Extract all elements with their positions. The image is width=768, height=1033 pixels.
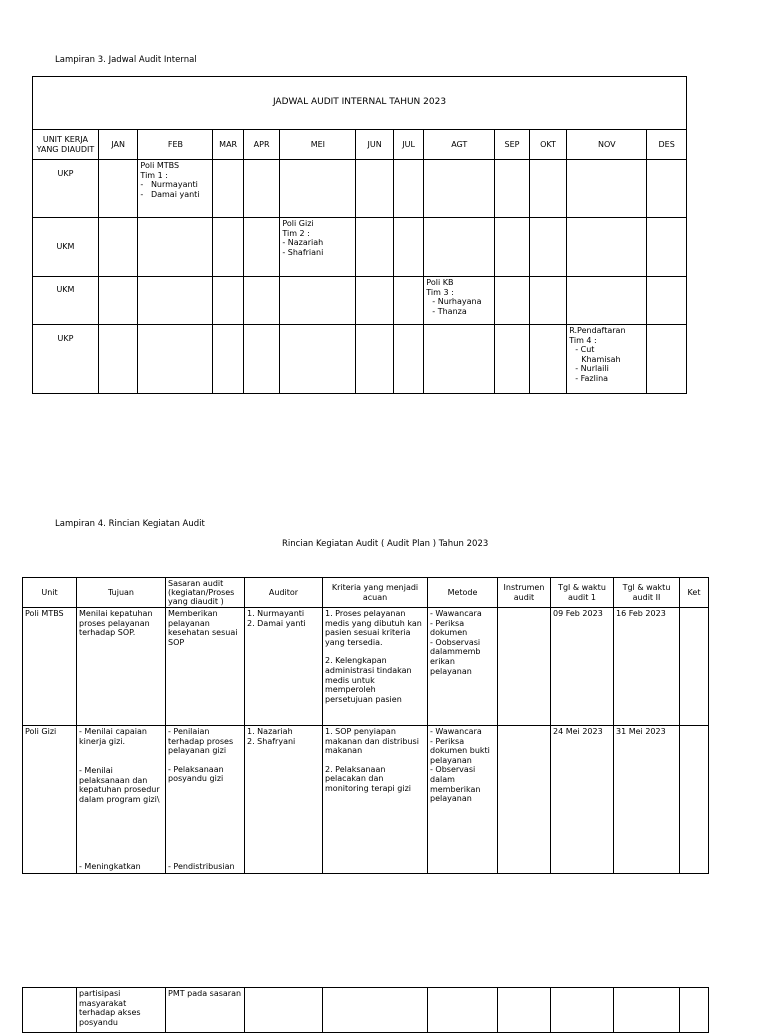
header-auditor: Auditor bbox=[245, 578, 323, 608]
metode-item: - Wawancara bbox=[430, 727, 482, 736]
header-tujuan: Tujuan bbox=[77, 578, 166, 608]
table-row bbox=[23, 988, 709, 1033]
header-kriteria: Kriteria yang menjadi acuan bbox=[323, 578, 428, 608]
auditor-name: 2. Shafryani bbox=[247, 736, 296, 746]
sasaran-cell: Memberikan pelayanan kesehatan sesuai SOP bbox=[166, 608, 245, 726]
team-member: - Cut bbox=[575, 345, 595, 355]
auditor-name: 1. Nazariah bbox=[247, 727, 293, 736]
header-mar: MAR bbox=[213, 130, 243, 160]
header-mei: MEI bbox=[280, 130, 356, 160]
tujuan-item: - Menilai capaian kinerja gizi. bbox=[79, 727, 147, 746]
tgl2-cell: 16 Feb 2023 bbox=[614, 608, 680, 726]
header-unit: Unit bbox=[23, 578, 77, 608]
unit-cell: UKM bbox=[33, 277, 99, 325]
team-label: Tim 2 : bbox=[282, 228, 310, 238]
poli-name: Poli MTBS bbox=[140, 161, 180, 170]
auditor-name: 2. Damai yanti bbox=[247, 618, 306, 628]
kriteria-item: 1. SOP penyiapan makanan dan distribusi makanan bbox=[325, 727, 419, 756]
tujuan-cell: Menilai kepatuhan proses pelayanan terhadap SOP. bbox=[77, 608, 166, 726]
poli-name: Poli Gizi bbox=[282, 219, 314, 228]
schedule-entry bbox=[424, 277, 495, 325]
unit-cell: UKP bbox=[33, 325, 99, 394]
team-member: - Thanza bbox=[432, 306, 467, 316]
table-row bbox=[23, 608, 709, 726]
table-row bbox=[33, 160, 687, 218]
header-des: DES bbox=[647, 130, 687, 160]
table-row bbox=[33, 277, 687, 325]
header-ket: Ket bbox=[680, 578, 709, 608]
sasaran-item: - Penilaian terhadap proses pelayanan gizi bbox=[168, 727, 234, 756]
auditor-cell bbox=[245, 608, 323, 726]
poli-name: R.Pendaftaran bbox=[569, 326, 626, 335]
team-label: Tim 4 : bbox=[569, 335, 597, 345]
lampiran3-caption: Lampiran 3. Jadwal Audit Internal bbox=[55, 55, 197, 65]
sasaran-item: - Pelaksanaan posyandu gizi bbox=[168, 764, 224, 784]
header-unit: UNIT KERJA YANG DIAUDIT bbox=[33, 130, 99, 160]
unit-cell: UKP bbox=[33, 160, 99, 218]
jadwal-title: JADWAL AUDIT INTERNAL TAHUN 2023 bbox=[33, 77, 687, 130]
team-member: - Damai yanti bbox=[140, 189, 200, 199]
metode-item: - Periksa dokumen bukti pelayanan bbox=[430, 736, 490, 765]
unit-cell: Poli MTBS bbox=[23, 608, 77, 726]
sasaran-cell bbox=[166, 726, 245, 874]
kriteria-item: 2. Pelaksanaan pelacakan dan monitoring terapi gizi bbox=[325, 764, 412, 793]
team-member: Khamisah bbox=[581, 354, 621, 364]
tgl1-cell: 09 Feb 2023 bbox=[551, 608, 614, 726]
metode-item: - Oobservasi dalammemb erikan pelayanan bbox=[430, 637, 481, 676]
kriteria-cell bbox=[323, 608, 428, 726]
header-metode: Metode bbox=[428, 578, 498, 608]
auditor-cell bbox=[245, 726, 323, 874]
metode-cell bbox=[428, 608, 498, 726]
tujuan-cell bbox=[77, 726, 166, 874]
header-sasaran: Sasaran audit (kegiatan/Proses yang diaudit ) bbox=[166, 578, 245, 608]
table-row bbox=[33, 325, 687, 394]
team-member: - Nurhayana bbox=[432, 297, 482, 307]
poli-name: Poli KB bbox=[426, 278, 454, 287]
unit-cell: Poli Gizi bbox=[23, 726, 77, 874]
kriteria-cell bbox=[323, 726, 428, 874]
kriteria-item: 1. Proses pelayanan medis yang dibutuh kan pasien sesuai kriteria yang tersedia. bbox=[325, 609, 422, 647]
header-tgl1: Tgl & waktu audit 1 bbox=[551, 578, 614, 608]
table-row bbox=[33, 218, 687, 277]
team-member: - Fazlina bbox=[575, 373, 609, 383]
header-tgl2: Tgl & waktu audit II bbox=[614, 578, 680, 608]
header-nov: NOV bbox=[567, 130, 647, 160]
team-label: Tim 1 : bbox=[140, 170, 168, 180]
tgl2-cell: 31 Mei 2023 bbox=[614, 726, 680, 874]
metode-cell bbox=[428, 726, 498, 874]
header-instrumen: Instrumen audit bbox=[498, 578, 551, 608]
team-member: - Nazariah bbox=[282, 238, 324, 248]
metode-item: - Wawancara bbox=[430, 609, 482, 618]
team-member: - Nurmayanti bbox=[140, 180, 198, 190]
schedule-entry bbox=[280, 218, 356, 277]
tujuan-cell: partisipasi masyarakat terhadap akses posyandu bbox=[77, 988, 166, 1033]
sasaran-item: - Pendistribusian bbox=[168, 862, 235, 872]
header-feb: FEB bbox=[138, 130, 213, 160]
kriteria-item: 2. Kelengkapan administrasi tindakan medis untuk memperoleh persetujuan pasien bbox=[325, 656, 412, 704]
sasaran-cell: PMT pada sasaran bbox=[166, 988, 245, 1033]
lampiran4-caption: Lampiran 4. Rincian Kegiatan Audit bbox=[55, 519, 205, 529]
header-sep: SEP bbox=[495, 130, 529, 160]
header-jun: JUN bbox=[356, 130, 394, 160]
header-jan: JAN bbox=[98, 130, 138, 160]
tgl1-cell: 24 Mei 2023 bbox=[551, 726, 614, 874]
metode-item: - Periksa dokumen bbox=[430, 618, 468, 638]
schedule-entry bbox=[567, 325, 647, 394]
header-agt: AGT bbox=[424, 130, 495, 160]
metode-item: - Observasi dalam memberikan pelayanan bbox=[430, 765, 481, 804]
auditor-name: 1. Nurmayanti bbox=[247, 609, 305, 618]
team-member: - Shafriani bbox=[282, 247, 324, 257]
tujuan-item: - Meningkatkan bbox=[79, 862, 141, 872]
audit-plan-table-continued bbox=[22, 987, 709, 1033]
tujuan-item: - Menilai pelaksanaan dan kepatuhan prosedur dalam program gizi\ bbox=[79, 766, 160, 804]
audit-plan-title: Rincian Kegiatan Audit ( Audit Plan ) Tahun 2023 bbox=[282, 539, 489, 549]
header-okt: OKT bbox=[529, 130, 567, 160]
team-member: - Nurlaili bbox=[575, 364, 609, 374]
schedule-entry bbox=[138, 160, 213, 218]
unit-cell: UKM bbox=[33, 218, 99, 277]
table-row bbox=[23, 726, 709, 874]
team-label: Tim 3 : bbox=[426, 287, 454, 297]
header-apr: APR bbox=[243, 130, 280, 160]
header-jul: JUL bbox=[393, 130, 423, 160]
jadwal-audit-table bbox=[32, 76, 687, 394]
audit-plan-table bbox=[22, 577, 709, 874]
